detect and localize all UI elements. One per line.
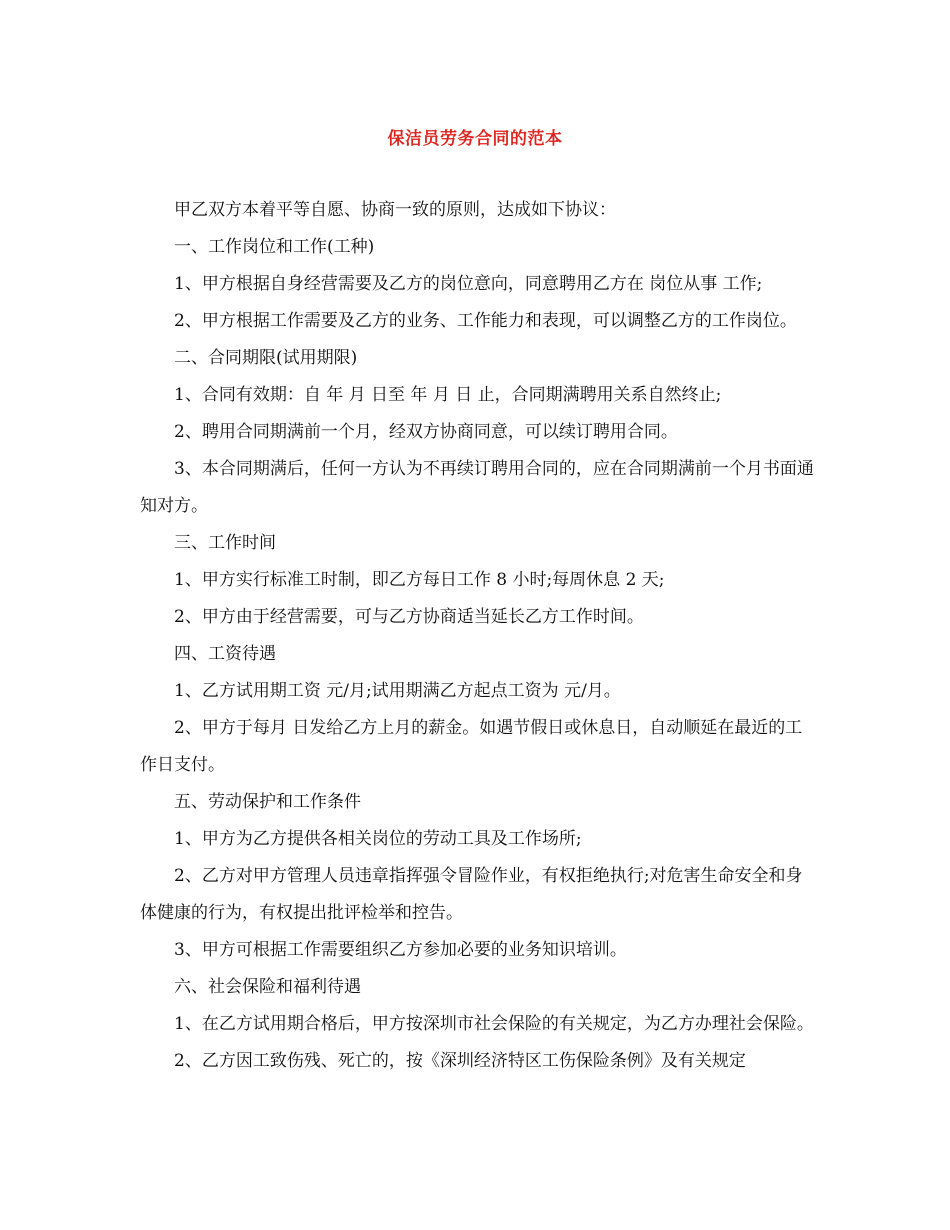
paragraph: 1、甲方为乙方提供各相关岗位的劳动工具及工作场所; [174, 829, 582, 849]
paragraph: 3、本合同期满后，任何一方认为不再续订聘用合同的，应在合同期满前一个月书面通知对方。 [140, 459, 814, 516]
paragraph: 甲乙双方本着平等自愿、协商一致的原则，达成如下协议： [174, 200, 616, 220]
section-heading: 五、劳动保护和工作条件 [174, 792, 361, 812]
section-heading: 二、合同期限(试用期限) [174, 348, 358, 368]
paragraph: 1、合同有效期：自 年 月 日至 年 月 日 止，合同期满聘用关系自然终止; [174, 385, 722, 405]
paragraph: 1、在乙方试用期合格后，甲方按深圳市社会保险的有关规定，为乙方办理社会保险。 [174, 1014, 814, 1034]
paragraph: 1、乙方试用期工资 元/月;试用期满乙方起点工资为 元/月。 [174, 681, 621, 701]
paragraph: 2、甲方由于经营需要，可与乙方协商适当延长乙方工作时间。 [174, 607, 644, 627]
paragraph: 2、乙方对甲方管理人员违章指挥强令冒险作业，有权拒绝执行;对危害生命安全和身体健康的行为，有权提出批评检举和控告。 [140, 866, 803, 923]
paragraph: 2、甲方于每月 日发给乙方上月的薪金。如遇节假日或休息日，自动顺延在最近的工作日支付。 [140, 718, 803, 775]
paragraph: 2、乙方因工致伤残、死亡的，按《深圳经济特区工伤保险条例》及有关规定 [174, 1051, 746, 1071]
paragraph: 3、甲方可根据工作需要组织乙方参加必要的业务知识培训。 [174, 940, 627, 960]
section-heading: 三、工作时间 [174, 533, 276, 553]
section-heading: 一、工作岗位和工作(工种) [174, 237, 375, 257]
paragraph: 2、甲方根据工作需要及乙方的业务、工作能力和表现，可以调整乙方的工作岗位。 [174, 311, 797, 331]
paragraph: 1、甲方根据自身经营需要及乙方的岗位意向，同意聘用乙方在 岗位从事 工作; [174, 274, 763, 294]
document-body [140, 192, 816, 1080]
paragraph: 1、甲方实行标准工时制，即乙方每日工作 8 小时;每周休息 2 天; [174, 570, 665, 590]
document-title: 保洁员劳务合同的范本 [387, 129, 563, 149]
paragraph: 2、聘用合同期满前一个月，经双方协商同意，可以续订聘用合同。 [174, 422, 678, 442]
section-heading: 六、社会保险和福利待遇 [174, 977, 361, 997]
section-heading: 四、工资待遇 [174, 644, 276, 664]
